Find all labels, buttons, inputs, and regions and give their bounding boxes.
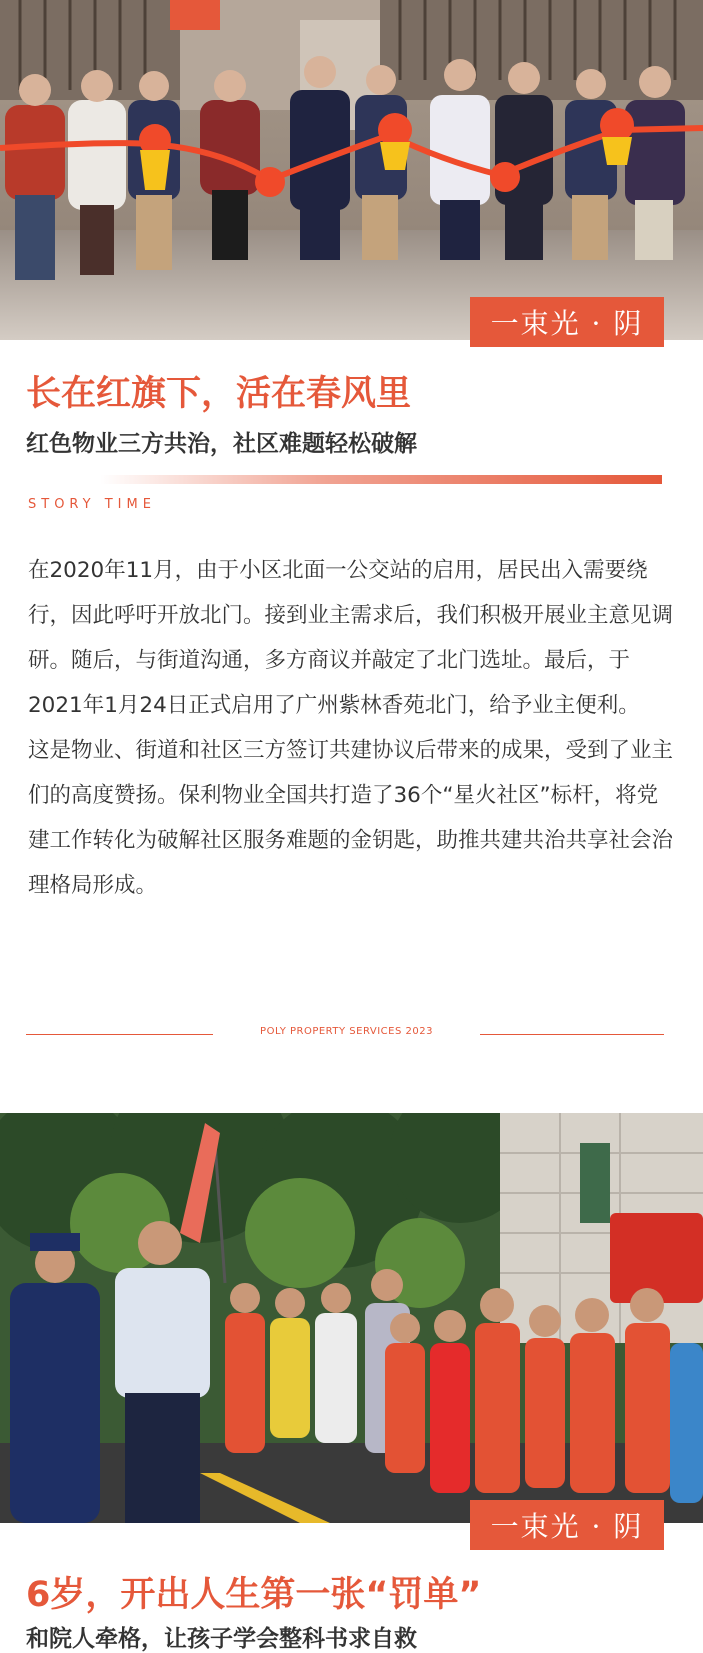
story-body: [28, 548, 678, 908]
story-title: 长在红旗下，活在春风里: [26, 374, 412, 414]
story-paragraph: 在2020年11月，由于小区北面一公交站的启用，居民出入需要绕行，因此呼吁开放北门。接到业主需求后，我们积极开展业主意见调研。随后，与街道沟通，多方商议并敲定了北门选址。最后，于2021年1月24日正式启用了广州紫林香苑北门，给予业主便利。: [28, 558, 674, 718]
story-subtitle: 和院人牵格，让孩子学会整科书求自救: [26, 1626, 417, 1652]
category-tag: 一束光 · 阴: [470, 1500, 664, 1550]
fire-safety-illustration: [0, 1113, 703, 1523]
divider-caption: POLY PROPERTY SERVICES 2023: [260, 1026, 433, 1037]
ribbon-cutting-photo: [0, 0, 703, 340]
category-tag: 一束光 · 阴: [470, 297, 664, 347]
fire-safety-photo: [0, 1113, 703, 1523]
story-title: 6岁，开出人生第一张“罚单”: [26, 1575, 482, 1615]
divider-line-left: [26, 1034, 213, 1035]
section-label: STORY TIME: [28, 497, 156, 512]
gradient-divider: [100, 475, 662, 484]
divider-line-right: [480, 1034, 664, 1035]
story-subtitle: 红色物业三方共治，社区难题轻松破解: [26, 431, 417, 457]
ribbon-cutting-illustration: [0, 0, 703, 340]
story-paragraph: 这是物业、街道和社区三方签订共建协议后带来的成果，受到了业主们的高度赞扬。保利物业全国共打造了36个“星火社区”标杆，将党建工作转化为破解社区服务难题的金钥匙，助推共建共治共享社会治理格局形成。: [28, 738, 674, 898]
